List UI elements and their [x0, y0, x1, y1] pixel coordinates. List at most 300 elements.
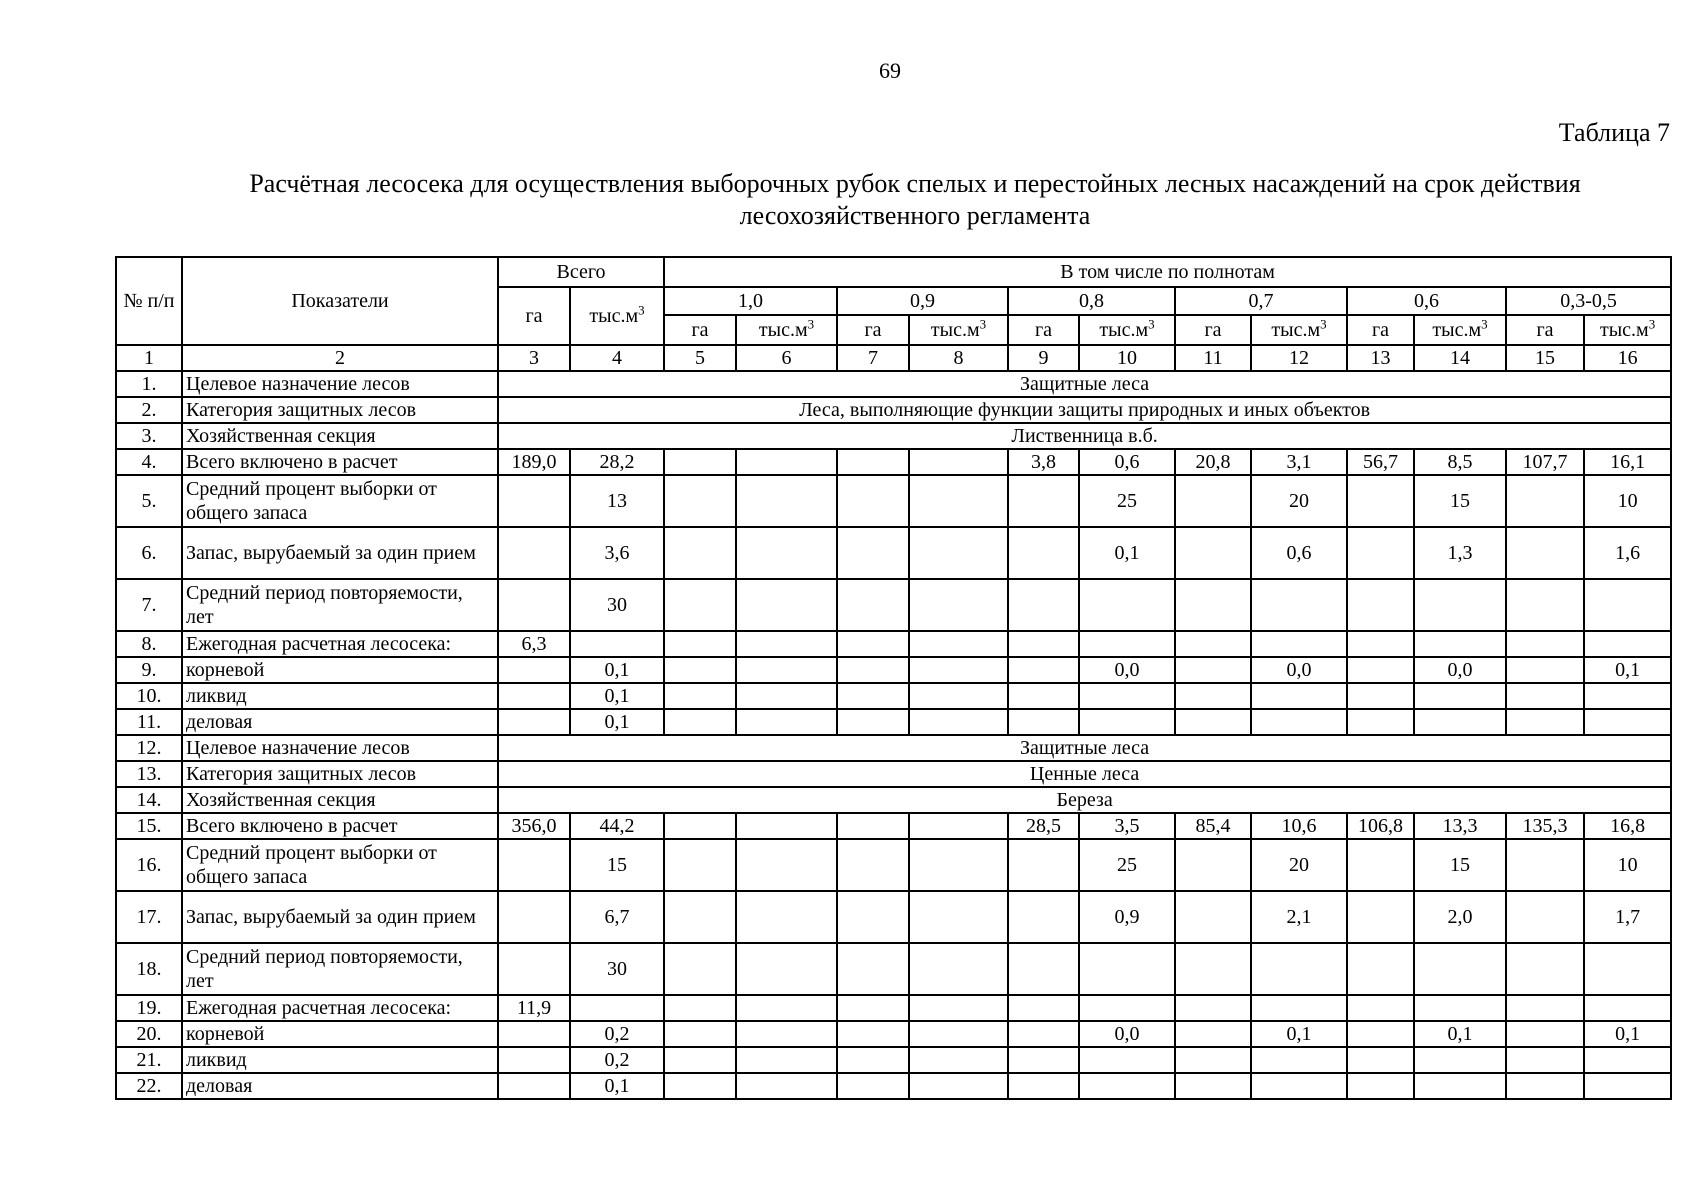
table-cell	[664, 891, 736, 943]
table-cell	[909, 475, 1008, 527]
table-cell	[909, 527, 1008, 579]
table-cell	[736, 1021, 837, 1047]
table-cell	[1008, 579, 1079, 631]
row-span-value: Леса, выполняющие функции защиты природных и иных объектов	[498, 397, 1671, 423]
column-number: 11	[1175, 345, 1251, 371]
table-cell	[1008, 995, 1079, 1021]
table-cell	[909, 1047, 1008, 1073]
table-cell	[736, 813, 837, 839]
table-cell	[570, 631, 664, 657]
table-cell	[1506, 657, 1584, 683]
table-cell: 0,1	[570, 709, 664, 735]
table-cell	[1584, 631, 1671, 657]
table-cell	[909, 709, 1008, 735]
table-cell: 15	[1414, 475, 1506, 527]
table-cell	[1079, 995, 1175, 1021]
row-label: Средний процент выборки от общего запаса	[182, 839, 498, 891]
table-cell	[1079, 1047, 1175, 1073]
row-label: Ежегодная расчетная лесосека:	[182, 995, 498, 1021]
table-cell: 0,1	[1584, 1021, 1671, 1047]
column-number: 7	[837, 345, 909, 371]
row-number: 13.	[116, 761, 182, 787]
table-cell: 0,0	[1079, 1021, 1175, 1047]
table-cell	[837, 709, 909, 735]
row-number: 4.	[116, 449, 182, 475]
table-cell	[909, 839, 1008, 891]
table-cell	[664, 683, 736, 709]
table-cell	[837, 1073, 909, 1099]
table-cell	[1506, 891, 1584, 943]
table-cell: 20,8	[1175, 449, 1251, 475]
table-cell	[1414, 709, 1506, 735]
table-cell	[736, 839, 837, 891]
table-cell	[1414, 943, 1506, 995]
table-row	[116, 423, 1671, 449]
row-number: 20.	[116, 1021, 182, 1047]
table-cell	[664, 579, 736, 631]
table-cell	[1584, 1073, 1671, 1099]
table-cell: 30	[570, 579, 664, 631]
table-cell	[1008, 1073, 1079, 1099]
table-cell	[736, 657, 837, 683]
table-row	[116, 995, 1671, 1021]
table-cell	[1506, 579, 1584, 631]
row-span-value: Лиственница в.б.	[498, 423, 1671, 449]
table-cell	[1175, 527, 1251, 579]
table-cell	[1008, 891, 1079, 943]
table-cell: 2,1	[1251, 891, 1347, 943]
table-cell	[1175, 1073, 1251, 1099]
table-cell	[1584, 1047, 1671, 1073]
header-thous-m3	[1079, 315, 1175, 345]
table-cell	[498, 839, 570, 891]
table-cell: 16,1	[1584, 449, 1671, 475]
table-cell	[837, 631, 909, 657]
table-cell	[1079, 943, 1175, 995]
unit-sup: 3	[807, 316, 815, 332]
row-number: 6.	[116, 527, 182, 579]
table-cell	[736, 709, 837, 735]
table-cell	[1008, 475, 1079, 527]
table-cell	[664, 527, 736, 579]
table-cell	[1347, 709, 1414, 735]
header-ha: га	[1175, 315, 1251, 345]
row-number: 21.	[116, 1047, 182, 1073]
table-cell	[909, 943, 1008, 995]
header-by-density: В том числе по полнотам	[664, 257, 1671, 287]
header-thous-m3	[1414, 315, 1506, 345]
unit-sup: 3	[1148, 316, 1155, 332]
table-cell	[1251, 579, 1347, 631]
row-label: Запас, вырубаемый за один прием	[182, 891, 498, 943]
header-total-ha: га	[498, 287, 570, 345]
row-span-value: Защитные леса	[498, 371, 1671, 397]
table-cell: 1,3	[1414, 527, 1506, 579]
row-number: 5.	[116, 475, 182, 527]
table-cell	[664, 1021, 736, 1047]
row-number: 19.	[116, 995, 182, 1021]
table-row	[116, 631, 1671, 657]
table-cell	[837, 943, 909, 995]
column-number: 13	[1347, 345, 1414, 371]
table-cell	[1175, 995, 1251, 1021]
header-density: 0,3-0,5	[1506, 287, 1671, 315]
table-row	[116, 891, 1671, 943]
table-cell	[664, 631, 736, 657]
table-cell	[664, 839, 736, 891]
table-cell	[1414, 1073, 1506, 1099]
table-cell	[664, 1047, 736, 1073]
table-cell	[570, 995, 664, 1021]
row-label: ликвид	[182, 1047, 498, 1073]
table-cell	[837, 1047, 909, 1073]
table-cell	[498, 1047, 570, 1073]
row-label: Запас, вырубаемый за один прием	[182, 527, 498, 579]
column-number: 1	[116, 345, 182, 371]
table-cell	[1175, 475, 1251, 527]
row-number: 17.	[116, 891, 182, 943]
table-cell	[909, 657, 1008, 683]
table-cell: 0,2	[570, 1021, 664, 1047]
table-cell	[1347, 579, 1414, 631]
table-cell	[909, 683, 1008, 709]
table-cell	[909, 813, 1008, 839]
table-cell	[1347, 1047, 1414, 1073]
table-row	[116, 683, 1671, 709]
table-cell: 0,6	[1251, 527, 1347, 579]
table-cell	[736, 527, 837, 579]
header-row-1	[116, 257, 1671, 287]
unit-sup: 3	[1320, 316, 1327, 332]
table-cell: 25	[1079, 475, 1175, 527]
table-cell	[664, 449, 736, 475]
column-number: 9	[1008, 345, 1079, 371]
table-cell	[909, 995, 1008, 1021]
unit-sup: 3	[979, 316, 987, 332]
header-row-number: № п/п	[116, 257, 182, 345]
table-cell	[837, 1021, 909, 1047]
table-cell: 16,8	[1584, 813, 1671, 839]
row-label: Всего включено в расчет	[182, 813, 498, 839]
table-cell: 135,3	[1506, 813, 1584, 839]
row-span-value: Береза	[498, 787, 1671, 813]
table-cell	[1008, 527, 1079, 579]
row-number: 3.	[116, 423, 182, 449]
table-row	[116, 449, 1671, 475]
table-cell	[1506, 1021, 1584, 1047]
column-number: 15	[1506, 345, 1584, 371]
table-cell: 189,0	[498, 449, 570, 475]
row-number: 8.	[116, 631, 182, 657]
table-cell	[1506, 683, 1584, 709]
table-cell	[1506, 1047, 1584, 1073]
table-cell: 28,5	[1008, 813, 1079, 839]
table-cell	[1347, 657, 1414, 683]
table-cell: 10	[1584, 839, 1671, 891]
table-cell: 0,1	[570, 657, 664, 683]
table-cell	[837, 449, 909, 475]
table-cell	[498, 683, 570, 709]
table-cell	[1175, 683, 1251, 709]
table-cell	[1008, 683, 1079, 709]
table-cell: 0,1	[1079, 527, 1175, 579]
table-cell	[1584, 943, 1671, 995]
header-ha: га	[1347, 315, 1414, 345]
header-thous-m3	[736, 315, 837, 345]
unit-sup: 3	[1648, 316, 1656, 332]
table-cell: 20	[1251, 475, 1347, 527]
table-row	[116, 1047, 1671, 1073]
table-cell	[1347, 631, 1414, 657]
table-cell	[498, 1021, 570, 1047]
table-cell	[1414, 1047, 1506, 1073]
table-cell: 0,2	[570, 1047, 664, 1073]
unit-label: тыс.м	[1099, 319, 1149, 341]
row-label: деловая	[182, 709, 498, 735]
unit-label: тыс.м	[1599, 319, 1649, 341]
table-cell	[1008, 943, 1079, 995]
table-cell	[837, 839, 909, 891]
table-cell	[1584, 995, 1671, 1021]
row-label: Ежегодная расчетная лесосека:	[182, 631, 498, 657]
table-cell	[736, 1073, 837, 1099]
header-density: 0,8	[1008, 287, 1175, 315]
column-number-row	[116, 345, 1671, 371]
table-cell	[736, 631, 837, 657]
row-number: 7.	[116, 579, 182, 631]
table-cell	[498, 1073, 570, 1099]
table-cell	[498, 475, 570, 527]
header-density: 1,0	[664, 287, 837, 315]
table-cell	[1414, 683, 1506, 709]
table-cell	[664, 1073, 736, 1099]
unit-sup: 3	[638, 302, 645, 318]
column-number: 6	[736, 345, 837, 371]
document-title: Расчётная лесосека для осуществления выборочных рубок спелых и перестойных лесных насаждений на срок действия лесохозяйственного регламента	[249, 169, 1581, 230]
table-cell	[736, 475, 837, 527]
table-cell: 56,7	[1347, 449, 1414, 475]
table-cell: 30	[570, 943, 664, 995]
table-cell	[736, 891, 837, 943]
table-cell: 356,0	[498, 813, 570, 839]
header-thous-m3	[1584, 315, 1671, 345]
table-cell	[1175, 631, 1251, 657]
row-label: Категория защитных лесов	[182, 761, 498, 787]
header-density: 0,7	[1175, 287, 1347, 315]
table-cell	[1008, 657, 1079, 683]
table-cell	[1251, 1073, 1347, 1099]
table-cell	[664, 709, 736, 735]
table-cell	[498, 891, 570, 943]
table-cell	[909, 1073, 1008, 1099]
table-cell: 28,2	[570, 449, 664, 475]
table-cell	[1175, 579, 1251, 631]
column-number: 12	[1251, 345, 1347, 371]
column-number: 3	[498, 345, 570, 371]
table-cell: 44,2	[570, 813, 664, 839]
table-cell	[736, 943, 837, 995]
header-thous-m3	[1251, 315, 1347, 345]
table-cell	[664, 475, 736, 527]
row-label: корневой	[182, 657, 498, 683]
row-label: Хозяйственная секция	[182, 423, 498, 449]
unit-label: тыс.м	[1271, 319, 1321, 341]
table-cell	[498, 657, 570, 683]
table-cell: 10,6	[1251, 813, 1347, 839]
table-cell	[1175, 709, 1251, 735]
table-row	[116, 1073, 1671, 1099]
column-number: 10	[1079, 345, 1175, 371]
header-ha: га	[837, 315, 909, 345]
table-cell: 10	[1584, 475, 1671, 527]
row-label: Средний период повторяемости, лет	[182, 579, 498, 631]
row-span-value: Защитные леса	[498, 735, 1671, 761]
header-density: 0,6	[1347, 287, 1506, 315]
table-cell	[909, 579, 1008, 631]
table-cell	[1506, 839, 1584, 891]
table-cell: 0,1	[1584, 657, 1671, 683]
table-cell	[1347, 475, 1414, 527]
header-indicators: Показатели	[182, 257, 498, 345]
table-label: Таблица 7	[1558, 118, 1670, 147]
row-span-value: Ценные леса	[498, 761, 1671, 787]
table-row	[116, 397, 1671, 423]
table-cell	[1506, 527, 1584, 579]
header-thous-m3	[909, 315, 1008, 345]
unit-label: тыс.м	[1432, 319, 1482, 341]
table-cell	[1347, 995, 1414, 1021]
row-number: 18.	[116, 943, 182, 995]
header-ha: га	[1008, 315, 1079, 345]
table-cell	[1251, 1047, 1347, 1073]
table-cell: 107,7	[1506, 449, 1584, 475]
table-cell: 0,1	[1251, 1021, 1347, 1047]
table-cell	[1079, 579, 1175, 631]
page-number: 69	[879, 58, 901, 83]
header-total: Всего	[498, 257, 664, 287]
table-row	[116, 943, 1671, 995]
table-cell	[1347, 527, 1414, 579]
table-cell	[1506, 1073, 1584, 1099]
table-cell: 1,7	[1584, 891, 1671, 943]
table-cell: 0,0	[1079, 657, 1175, 683]
row-number: 14.	[116, 787, 182, 813]
table-cell	[1506, 475, 1584, 527]
table-cell: 0,0	[1251, 657, 1347, 683]
row-label: деловая	[182, 1073, 498, 1099]
table-cell	[1584, 709, 1671, 735]
table-cell: 0,9	[1079, 891, 1175, 943]
table-cell	[1347, 839, 1414, 891]
column-number: 5	[664, 345, 736, 371]
table-cell	[1251, 709, 1347, 735]
table-cell	[1347, 1021, 1414, 1047]
unit-label: тыс.м	[589, 305, 639, 327]
table-cell	[1079, 631, 1175, 657]
table-cell: 8,5	[1414, 449, 1506, 475]
table-cell	[837, 813, 909, 839]
table-cell	[736, 995, 837, 1021]
table-cell: 0,0	[1414, 657, 1506, 683]
table-cell	[1347, 943, 1414, 995]
header-density: 0,9	[837, 287, 1008, 315]
table-cell	[664, 813, 736, 839]
table-cell	[1251, 943, 1347, 995]
table-cell	[1584, 579, 1671, 631]
column-number: 14	[1414, 345, 1506, 371]
table-cell	[498, 709, 570, 735]
table-cell: 15	[1414, 839, 1506, 891]
table-cell: 13,3	[1414, 813, 1506, 839]
table-cell	[1079, 683, 1175, 709]
table-cell	[1506, 995, 1584, 1021]
table-cell	[664, 995, 736, 1021]
table-cell: 20	[1251, 839, 1347, 891]
table-cell	[837, 527, 909, 579]
table-row	[116, 839, 1671, 891]
table-cell	[837, 579, 909, 631]
row-label: Средний период повторяемости, лет	[182, 943, 498, 995]
unit-label: тыс.м	[758, 319, 808, 341]
table-cell	[498, 943, 570, 995]
table-cell: 6,7	[570, 891, 664, 943]
row-label: Целевое назначение лесов	[182, 371, 498, 397]
table-cell	[1414, 579, 1506, 631]
table-cell	[837, 891, 909, 943]
table-cell: 3,5	[1079, 813, 1175, 839]
unit-sup: 3	[1481, 316, 1488, 332]
allowable-cut-table	[115, 256, 1672, 1100]
column-number: 16	[1584, 345, 1671, 371]
row-label: Средний процент выборки от общего запаса	[182, 475, 498, 527]
table-cell	[1506, 631, 1584, 657]
table-cell: 15	[570, 839, 664, 891]
table-cell: 0,1	[570, 683, 664, 709]
row-number: 10.	[116, 683, 182, 709]
unit-label: тыс.м	[930, 319, 980, 341]
row-label: корневой	[182, 1021, 498, 1047]
table-cell	[1584, 683, 1671, 709]
table-cell: 0,1	[1414, 1021, 1506, 1047]
table-cell	[664, 657, 736, 683]
row-label: ликвид	[182, 683, 498, 709]
table-cell: 25	[1079, 839, 1175, 891]
table-cell	[1347, 1073, 1414, 1099]
table-cell	[1175, 943, 1251, 995]
table-row	[116, 813, 1671, 839]
table-row	[116, 1021, 1671, 1047]
table-cell	[1175, 1021, 1251, 1047]
table-cell: 13	[570, 475, 664, 527]
table-cell	[1414, 995, 1506, 1021]
table-row	[116, 735, 1671, 761]
table-cell: 3,6	[570, 527, 664, 579]
table-cell: 3,8	[1008, 449, 1079, 475]
table-cell	[736, 1047, 837, 1073]
table-cell: 1,6	[1584, 527, 1671, 579]
table-cell	[1347, 891, 1414, 943]
table-cell	[1079, 1073, 1175, 1099]
table-cell	[837, 475, 909, 527]
row-label: Всего включено в расчет	[182, 449, 498, 475]
table-cell	[498, 527, 570, 579]
table-cell	[837, 995, 909, 1021]
row-number: 15.	[116, 813, 182, 839]
table-cell: 0,1	[570, 1073, 664, 1099]
table-cell	[1347, 683, 1414, 709]
table-row	[116, 371, 1671, 397]
column-number: 4	[570, 345, 664, 371]
